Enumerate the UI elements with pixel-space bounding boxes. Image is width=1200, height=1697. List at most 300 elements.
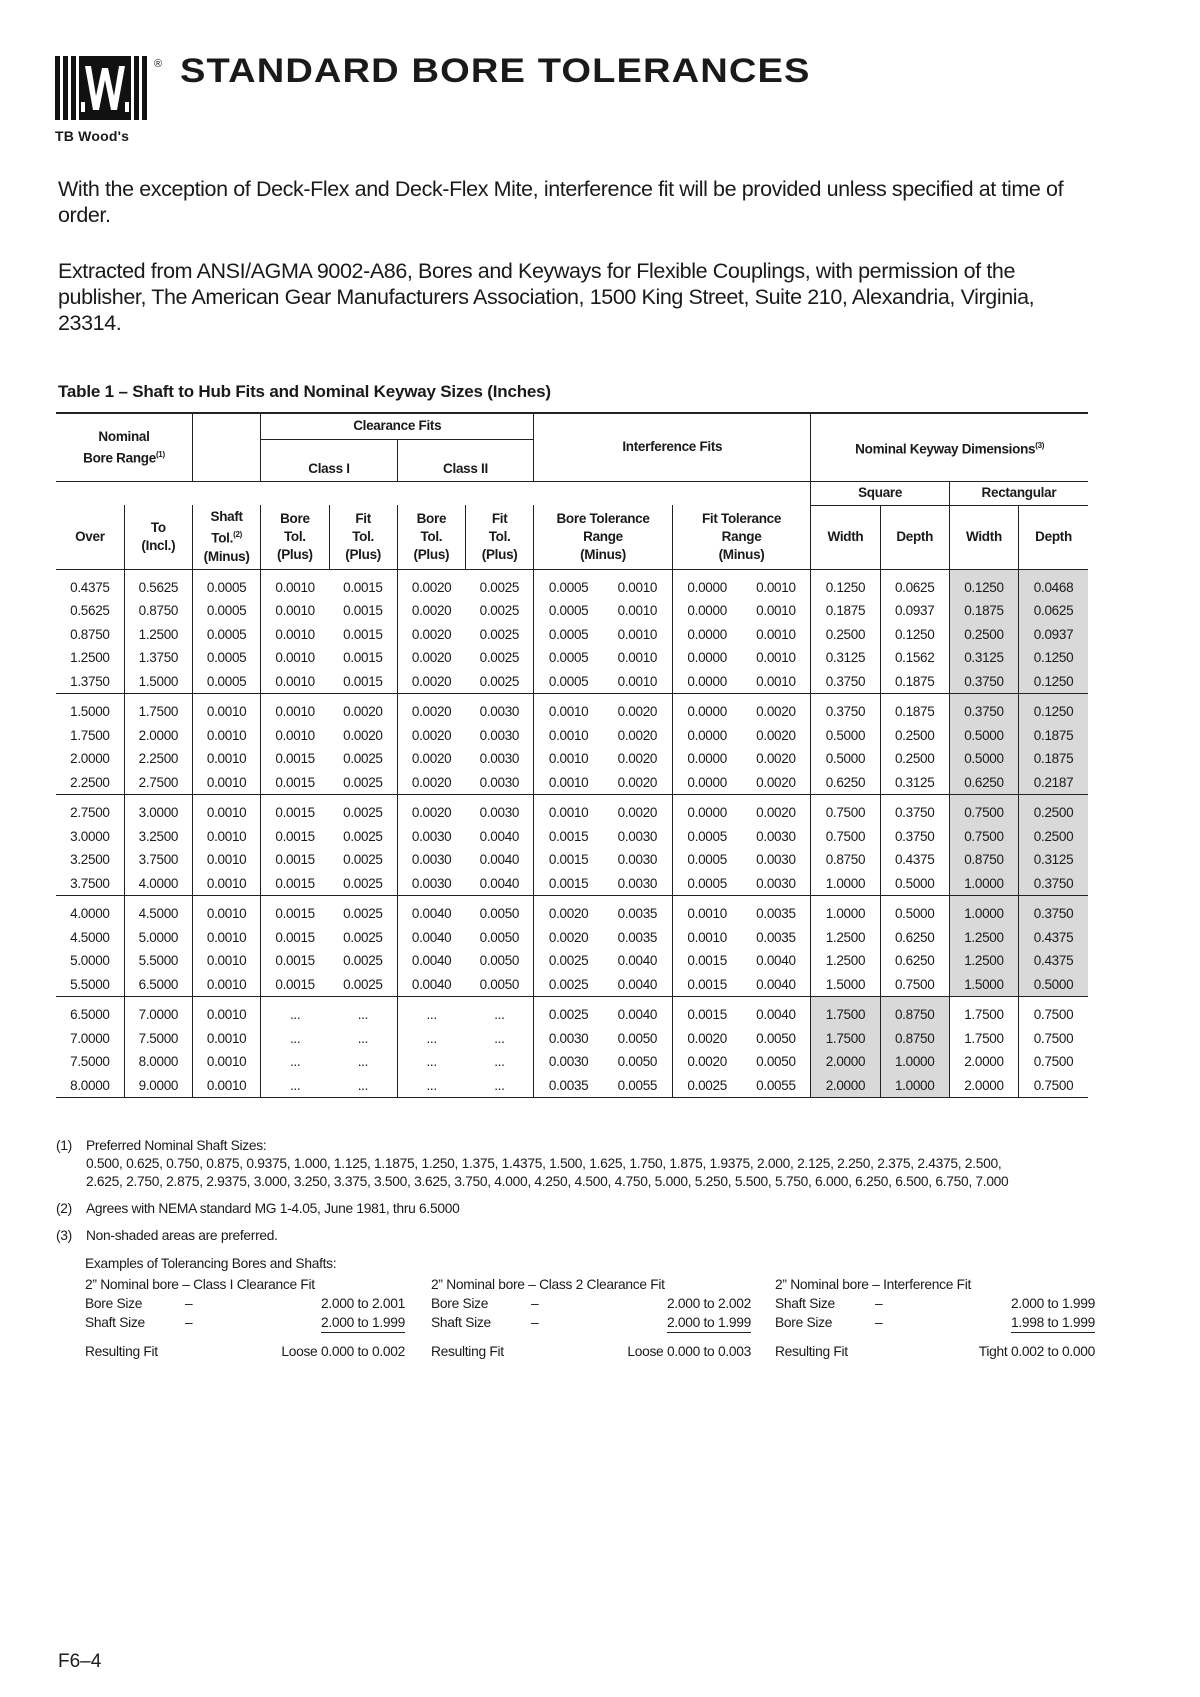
table-cell: 2.0000 xyxy=(124,724,192,748)
table-cell: 0.0015 xyxy=(261,973,329,997)
table-cell: ... xyxy=(357,1007,369,1023)
keyway-footnote-ref: (3) xyxy=(1035,440,1045,450)
table-cell: 0.0020 xyxy=(617,704,658,720)
table-cell: 0.2500 xyxy=(1019,795,1088,825)
example-row-value: 2.000 to 1.999 xyxy=(321,1313,405,1333)
table-body xyxy=(56,569,1088,1098)
table-cell: 0.3125 xyxy=(949,646,1018,670)
table-cell: 4.0000 xyxy=(70,906,110,922)
table-cell: 0.0010 xyxy=(261,646,329,670)
table-cell: 0.6250 xyxy=(880,926,949,950)
table-cell: 0.0040 xyxy=(617,953,658,969)
table-cell: ... xyxy=(357,1054,369,1070)
examples-title: Examples of Tolerancing Bores and Shafts: xyxy=(85,1256,337,1271)
table-cell: 0.0005 xyxy=(672,872,741,896)
table-cell: 0.3750 xyxy=(949,694,1018,724)
table-cell: 0.0020 xyxy=(617,805,658,821)
table-cell: 0.0015 xyxy=(534,825,603,849)
table-cell: 0.7500 xyxy=(949,825,1018,849)
example-dash: – xyxy=(875,1296,883,1311)
table-cell: 0.0020 xyxy=(397,670,465,694)
example-row-label: Shaft Size xyxy=(775,1296,835,1311)
col-shaft-tol: Shaft Tol.$^{(2)}$ (Minus) xyxy=(193,505,261,569)
table-cell: 0.2500 xyxy=(1019,825,1088,849)
table-cell: 7.5000 xyxy=(70,1054,110,1070)
table-cell: 0.0040 xyxy=(479,852,520,868)
table-cell: 0.1875 xyxy=(949,599,1018,623)
table-cell: 0.0010 xyxy=(193,771,261,795)
table-cell: 1.0000 xyxy=(880,1050,949,1074)
table-cell: 0.0015 xyxy=(261,848,329,872)
table-cell: 1.2500 xyxy=(811,926,880,950)
table-cell: 7.0000 xyxy=(124,997,192,1027)
table-cell: 4.5000 xyxy=(70,929,110,945)
table-cell: 0.0030 xyxy=(534,1050,603,1074)
table-cell: 0.0050 xyxy=(479,929,520,945)
nominal-bore-range-header xyxy=(56,413,193,481)
example-row-label: Bore Size xyxy=(431,1296,489,1311)
table-cell: 0.0020 xyxy=(534,896,603,926)
table-cell: 0.0020 xyxy=(603,771,672,795)
table-cell: 0.0035 xyxy=(534,1074,603,1098)
table-cell: 0.0050 xyxy=(479,953,520,969)
table-cell: 0.4375 xyxy=(1019,949,1088,973)
table-cell: 3.7500 xyxy=(56,872,124,896)
table-cell: 1.0000 xyxy=(949,896,1018,926)
table-cell: 3.2500 xyxy=(70,852,110,868)
table-cell: 0.0030 xyxy=(617,828,658,844)
table-cell: 0.0020 xyxy=(397,646,465,670)
class-1-header: Class I xyxy=(261,439,398,481)
table-cell: 0.3750 xyxy=(1019,872,1088,896)
table-cell: 0.0005 xyxy=(534,569,603,599)
table-row xyxy=(56,1050,1088,1074)
table-cell: ... xyxy=(397,1050,465,1074)
table-cell: 0.0030 xyxy=(479,751,520,767)
footnote-1-sizes-line-1: 0.500, 0.625, 0.750, 0.875, 0.9375, 1.000, 1.125, 1.1875, 1.250, 1.375, 1.4375, 1.500, 1.625, 1.750, 1.875, 1.9375, 2.000, 2.125, 2.250, 2.375, 2.4375, 2.500, xyxy=(86,1156,1002,1171)
table-cell: 0.5625 xyxy=(124,569,192,599)
table-cell: 0.0030 xyxy=(479,805,520,821)
table-cell: 7.5000 xyxy=(124,1027,192,1051)
table-cell: 0.0015 xyxy=(329,670,397,694)
table-cell: 0.0030 xyxy=(397,848,465,872)
table-cell: 0.0025 xyxy=(534,997,603,1027)
table-cell: 3.0000 xyxy=(70,828,110,844)
table-cell: 0.4375 xyxy=(1019,926,1088,950)
table-cell: 0.8750 xyxy=(880,997,949,1027)
table-cell: 0.0025 xyxy=(343,953,383,969)
table-cell: 0.0020 xyxy=(742,771,811,795)
table-cell: 1.5000 xyxy=(124,670,192,694)
col-class2-bore-tol: Bore Tol. (Plus) xyxy=(397,505,465,569)
table-row xyxy=(56,569,1088,599)
table-cell: 0.0010 xyxy=(534,771,603,795)
table-cell: 0.8750 xyxy=(124,599,192,623)
table-cell: 0.0010 xyxy=(617,603,658,619)
table-cell: 0.1250 xyxy=(949,569,1018,599)
table-cell: 0.0010 xyxy=(193,825,261,849)
table-cell: 0.0005 xyxy=(193,569,261,599)
table-cell: 1.0000 xyxy=(811,896,880,926)
table-cell: 0.0050 xyxy=(756,1054,796,1070)
table-cell: 0.0020 xyxy=(397,694,465,724)
brand-name: TB Wood's xyxy=(55,128,130,144)
table-cell: 0.0040 xyxy=(397,896,465,926)
table-cell: 0.1562 xyxy=(880,646,949,670)
table-cell: 0.0010 xyxy=(193,896,261,926)
table-cell: 0.0030 xyxy=(756,828,796,844)
example-row-label: Shaft Size xyxy=(85,1315,145,1330)
footnote-3-number: (3) xyxy=(56,1228,72,1243)
table-cell: 0.0015 xyxy=(534,872,603,896)
table-title: Table 1 – Shaft to Hub Fits and Nominal Keyway Sizes (Inches) xyxy=(58,382,551,401)
table-cell: 0.0010 xyxy=(193,1074,261,1098)
col-rect-width: Width xyxy=(949,505,1018,569)
table-cell: 0.0010 xyxy=(756,579,796,595)
example-row-value: 2.000 to 1.999 xyxy=(1010,1296,1095,1311)
table-cell: 0.5000 xyxy=(880,872,949,896)
table-cell: 1.5000 xyxy=(70,704,110,720)
table-cell: 0.0005 xyxy=(534,599,603,623)
table-cell: 0.8750 xyxy=(811,848,880,872)
footnote-1-heading: Preferred Nominal Shaft Sizes: xyxy=(86,1138,267,1153)
table-cell: 1.5000 xyxy=(811,973,880,997)
table-cell: 6.5000 xyxy=(70,1007,110,1023)
table-cell: 0.0025 xyxy=(343,852,383,868)
tb-woods-logo-mark-icon xyxy=(55,56,155,126)
table-cell: 0.0030 xyxy=(603,872,672,896)
table-cell: 0.0000 xyxy=(672,694,741,724)
table-row xyxy=(56,1027,1088,1051)
table-cell: 2.0000 xyxy=(70,751,110,767)
table-cell: 0.0010 xyxy=(617,650,658,666)
table-cell: 0.0015 xyxy=(261,872,329,896)
table-cell: 0.0040 xyxy=(479,828,520,844)
example-result-label: Resulting Fit xyxy=(85,1344,158,1359)
table-row xyxy=(56,949,1088,973)
table-cell: 0.0000 xyxy=(672,623,741,647)
table-cell: 0.0020 xyxy=(397,569,465,599)
table-cell: 0.0010 xyxy=(193,848,261,872)
table-cell: 0.7500 xyxy=(811,825,880,849)
table-cell: ... xyxy=(397,1027,465,1051)
table-cell: 0.1875 xyxy=(1019,724,1088,748)
table-cell: 0.0005 xyxy=(672,825,741,849)
table-cell: 0.0025 xyxy=(329,973,397,997)
table-cell: 0.0020 xyxy=(397,724,465,748)
table-cell: 0.0025 xyxy=(479,650,520,666)
table-cell: ... xyxy=(494,1054,505,1070)
table-row xyxy=(56,599,1088,623)
table-cell: ... xyxy=(494,1030,505,1046)
table-cell: 0.7500 xyxy=(1019,1074,1088,1098)
table-cell: ... xyxy=(261,1050,329,1074)
table-cell: 0.0005 xyxy=(534,623,603,647)
table-row xyxy=(56,926,1088,950)
example-dash: – xyxy=(531,1296,539,1311)
footnotes xyxy=(56,1137,1116,1254)
example-row-value: 2.000 to 2.002 xyxy=(666,1296,751,1311)
table-cell: 0.3125 xyxy=(880,771,949,795)
table-cell: 0.0020 xyxy=(756,704,796,720)
footnote-3 xyxy=(56,1227,1116,1245)
table-cell: 0.6250 xyxy=(811,771,880,795)
col-fit-tolerance-range: Fit Tolerance Range (Minus) xyxy=(672,505,811,569)
table-cell: 0.0025 xyxy=(329,872,397,896)
table-cell: 0.0025 xyxy=(343,906,383,922)
table-row xyxy=(56,724,1088,748)
table-cell: 1.0000 xyxy=(880,1074,949,1098)
table-cell: 0.6250 xyxy=(880,949,949,973)
example-result-value: Tight 0.002 to 0.000 xyxy=(978,1344,1095,1359)
table-cell: 0.0625 xyxy=(1019,599,1088,623)
table-cell: 2.7500 xyxy=(124,771,192,795)
table-cell: 0.0025 xyxy=(343,805,383,821)
table-cell: 0.0035 xyxy=(617,929,658,945)
col-bore-tolerance-range: Bore Tolerance Range (Minus) xyxy=(534,505,673,569)
table-cell: 0.0025 xyxy=(343,929,383,945)
col-class2-fit-tol: Fit Tol. (Plus) xyxy=(466,505,534,569)
table-cell: 1.7500 xyxy=(811,1027,880,1051)
table-cell: 0.0015 xyxy=(672,949,741,973)
table-cell: 0.0010 xyxy=(193,949,261,973)
table-cell: 0.0005 xyxy=(534,646,603,670)
table-cell: 0.0000 xyxy=(672,646,741,670)
table-cell: 0.0020 xyxy=(672,1027,741,1051)
table-cell: 0.0015 xyxy=(261,795,329,825)
table-cell: ... xyxy=(494,1007,505,1023)
table-cell: 0.0015 xyxy=(534,848,603,872)
example-row-value: 2.000 to 1.999 xyxy=(667,1313,751,1333)
bore-range-label: Bore Range xyxy=(83,450,156,465)
example-result-label: Resulting Fit xyxy=(431,1344,504,1359)
table-cell: 0.0010 xyxy=(193,1027,261,1051)
table-cell: 0.0040 xyxy=(397,926,465,950)
page-number: F6–4 xyxy=(58,1651,102,1672)
table-cell: 0.0020 xyxy=(397,747,465,771)
table-row xyxy=(56,747,1088,771)
table-cell: 1.3750 xyxy=(124,646,192,670)
example-result-value: Loose 0.000 to 0.003 xyxy=(627,1344,751,1359)
table-cell: 0.0040 xyxy=(742,973,811,997)
table-cell: 0.0050 xyxy=(617,1054,658,1070)
table-cell: 8.0000 xyxy=(124,1050,192,1074)
table-cell: 0.0040 xyxy=(466,872,534,896)
table-cell: ... xyxy=(261,1027,329,1051)
example-heading: 2” Nominal bore – Interference Fit xyxy=(775,1277,972,1292)
table-cell: 5.5000 xyxy=(56,973,124,997)
table-cell: 0.0040 xyxy=(756,1007,796,1023)
table-cell: 0.8750 xyxy=(70,626,110,642)
table-cell: 0.0005 xyxy=(193,599,261,623)
table-cell: ... xyxy=(329,1074,397,1098)
example-heading: 2” Nominal bore – Class 2 Clearance Fit xyxy=(431,1277,665,1292)
table-cell: 0.0050 xyxy=(479,906,520,922)
table-cell: 0.0000 xyxy=(672,771,741,795)
nominal-label: Nominal xyxy=(98,428,150,444)
example-result-value: Loose 0.000 to 0.002 xyxy=(281,1344,405,1359)
table-cell: 0.0025 xyxy=(479,626,520,642)
table-cell: 0.1250 xyxy=(1019,670,1088,694)
table-row xyxy=(56,973,1088,997)
clearance-fits-header: Clearance Fits xyxy=(261,413,534,439)
table-cell: 7.0000 xyxy=(70,1030,110,1046)
table-cell: 0.5000 xyxy=(949,747,1018,771)
example-row-value: 1.998 to 1.999 xyxy=(1011,1313,1095,1333)
table-cell: 0.0010 xyxy=(261,694,329,724)
table-cell: 0.0010 xyxy=(261,670,329,694)
table-cell: 0.0005 xyxy=(672,848,741,872)
table-cell: 0.0000 xyxy=(672,747,741,771)
table-cell: 0.0010 xyxy=(672,896,741,926)
table-cell: 0.0010 xyxy=(261,599,329,623)
table-cell: 0.7500 xyxy=(1019,1027,1088,1051)
table-cell: 0.0015 xyxy=(261,926,329,950)
table-cell: 0.0010 xyxy=(756,603,796,619)
table-cell: 0.3125 xyxy=(1019,848,1088,872)
table-cell: 0.3750 xyxy=(811,694,880,724)
table-cell: 5.0000 xyxy=(70,953,110,969)
page-title: STANDARD BORE TOLERANCES xyxy=(180,52,811,90)
footnote-1-sizes-line-2: 2.625, 2.750, 2.875, 2.9375, 3.000, 3.250, 3.375, 3.500, 3.625, 3.750, 4.000, 4.250, 4.500, 4.750, 5.000, 5.250, 5.500, 5.750, 6.000, 6.250, 6.500, 6.750, 7.000 xyxy=(86,1174,1009,1189)
table-cell: 0.0050 xyxy=(617,1030,658,1046)
example-dash: – xyxy=(185,1296,193,1311)
table-cell: 0.0010 xyxy=(193,795,261,825)
table-cell: 0.0010 xyxy=(193,926,261,950)
table-cell: 5.0000 xyxy=(124,926,192,950)
table-cell: 0.0040 xyxy=(397,973,465,997)
table-cell: 0.0015 xyxy=(261,771,329,795)
table-cell: 0.2187 xyxy=(1019,771,1088,795)
table-cell: 0.5000 xyxy=(880,896,949,926)
table-row xyxy=(56,771,1088,795)
table-cell: 0.0010 xyxy=(193,747,261,771)
table-cell: 0.1875 xyxy=(880,670,949,694)
table-cell: 0.0937 xyxy=(880,599,949,623)
table-cell: 0.0015 xyxy=(672,997,741,1027)
table-row xyxy=(56,646,1088,670)
example-row-value: 2.000 to 2.001 xyxy=(320,1296,405,1311)
table-cell: ... xyxy=(397,1074,465,1098)
table-cell: 0.2500 xyxy=(880,724,949,748)
rectangular-header: Rectangular xyxy=(949,481,1088,505)
table-cell: 0.3750 xyxy=(1019,896,1088,926)
table-cell: 0.5000 xyxy=(1019,973,1088,997)
example-class1-clearance xyxy=(85,1275,405,1361)
table-cell: 0.0010 xyxy=(756,626,796,642)
table-cell: 0.0020 xyxy=(756,727,796,743)
table-cell: 0.7500 xyxy=(949,795,1018,825)
table-cell: 0.0010 xyxy=(193,872,261,896)
table-cell: 1.7500 xyxy=(949,997,1018,1027)
table-cell: 0.7500 xyxy=(1019,997,1088,1027)
table-cell: 0.0020 xyxy=(397,771,465,795)
table-cell: 0.0040 xyxy=(397,949,465,973)
table-cell: 0.1250 xyxy=(1019,694,1088,724)
table-cell: 1.7500 xyxy=(949,1027,1018,1051)
table-cell: 0.0010 xyxy=(261,569,329,599)
table-cell: 0.0005 xyxy=(193,646,261,670)
table-cell: 0.0015 xyxy=(261,747,329,771)
table-cell: 0.2500 xyxy=(949,623,1018,647)
table-cell: 2.0000 xyxy=(949,1074,1018,1098)
table-cell: 0.0010 xyxy=(603,670,672,694)
table-cell: 3.0000 xyxy=(124,795,192,825)
table-cell: 1.3750 xyxy=(56,670,124,694)
example-result-label: Resulting Fit xyxy=(775,1344,848,1359)
example-row-label: Shaft Size xyxy=(431,1315,491,1330)
table-cell: 0.0010 xyxy=(534,795,603,825)
table-cell: 0.0030 xyxy=(397,825,465,849)
table-row xyxy=(56,1074,1088,1098)
table-cell: 0.0020 xyxy=(343,727,383,743)
table-cell: 0.8750 xyxy=(880,1027,949,1051)
keyway-label: Nominal Keyway Dimensions xyxy=(855,441,1036,456)
table-cell: 0.0030 xyxy=(466,771,534,795)
table-cell: 0.4375 xyxy=(880,848,949,872)
col-class1-bore-tol: Bore Tol. (Plus) xyxy=(261,505,329,569)
table-cell: 0.1250 xyxy=(880,623,949,647)
bore-tolerance-table xyxy=(56,412,1088,1098)
table-cell: 0.0050 xyxy=(466,973,534,997)
table-cell: 0.0010 xyxy=(534,724,603,748)
table-cell: 0.0015 xyxy=(261,949,329,973)
square-header: Square xyxy=(811,481,950,505)
table-cell: 0.0020 xyxy=(397,795,465,825)
table-row xyxy=(56,795,1088,825)
table-cell: 0.0010 xyxy=(534,694,603,724)
table-cell: 0.0020 xyxy=(397,623,465,647)
footnote-2 xyxy=(56,1200,1116,1218)
table-cell: 9.0000 xyxy=(124,1074,192,1098)
example-dash: – xyxy=(185,1315,193,1330)
table-cell: 0.0015 xyxy=(261,825,329,849)
example-dash: – xyxy=(531,1315,539,1330)
table-cell: 0.0035 xyxy=(617,906,658,922)
table-cell: 0.0040 xyxy=(617,1007,658,1023)
table-cell: 2.0000 xyxy=(811,1050,880,1074)
table-cell: 0.0015 xyxy=(261,896,329,926)
table-cell: 0.1250 xyxy=(811,569,880,599)
table-cell: 0.1875 xyxy=(811,599,880,623)
table-cell: 0.5000 xyxy=(949,724,1018,748)
interference-fits-header: Interference Fits xyxy=(534,413,811,481)
table-cell: 2.7500 xyxy=(70,805,110,821)
table-cell: 0.0025 xyxy=(479,603,520,619)
table-cell: 0.0020 xyxy=(756,751,796,767)
table-cell: 0.7500 xyxy=(880,973,949,997)
registered-mark: ® xyxy=(154,58,163,70)
example-interference xyxy=(775,1275,1095,1361)
table-cell: 0.0025 xyxy=(329,771,397,795)
table-cell: 0.2500 xyxy=(880,747,949,771)
table-cell: 0.0010 xyxy=(534,747,603,771)
table-cell: 0.7500 xyxy=(811,795,880,825)
table-cell: 0.0040 xyxy=(603,973,672,997)
table-cell: 0.0015 xyxy=(672,973,741,997)
table-cell: 0.0015 xyxy=(343,579,383,595)
table-cell: 0.0010 xyxy=(261,724,329,748)
table-cell: 0.0035 xyxy=(756,906,796,922)
example-row-label: Bore Size xyxy=(775,1315,833,1330)
table-cell: 1.2500 xyxy=(124,623,192,647)
table-cell: 0.0025 xyxy=(343,751,383,767)
table-cell: 0.0010 xyxy=(672,926,741,950)
table-cell: 0.0000 xyxy=(672,670,741,694)
table-cell: 0.0055 xyxy=(742,1074,811,1098)
table-cell: 0.0010 xyxy=(742,670,811,694)
table-cell: 0.0000 xyxy=(672,599,741,623)
